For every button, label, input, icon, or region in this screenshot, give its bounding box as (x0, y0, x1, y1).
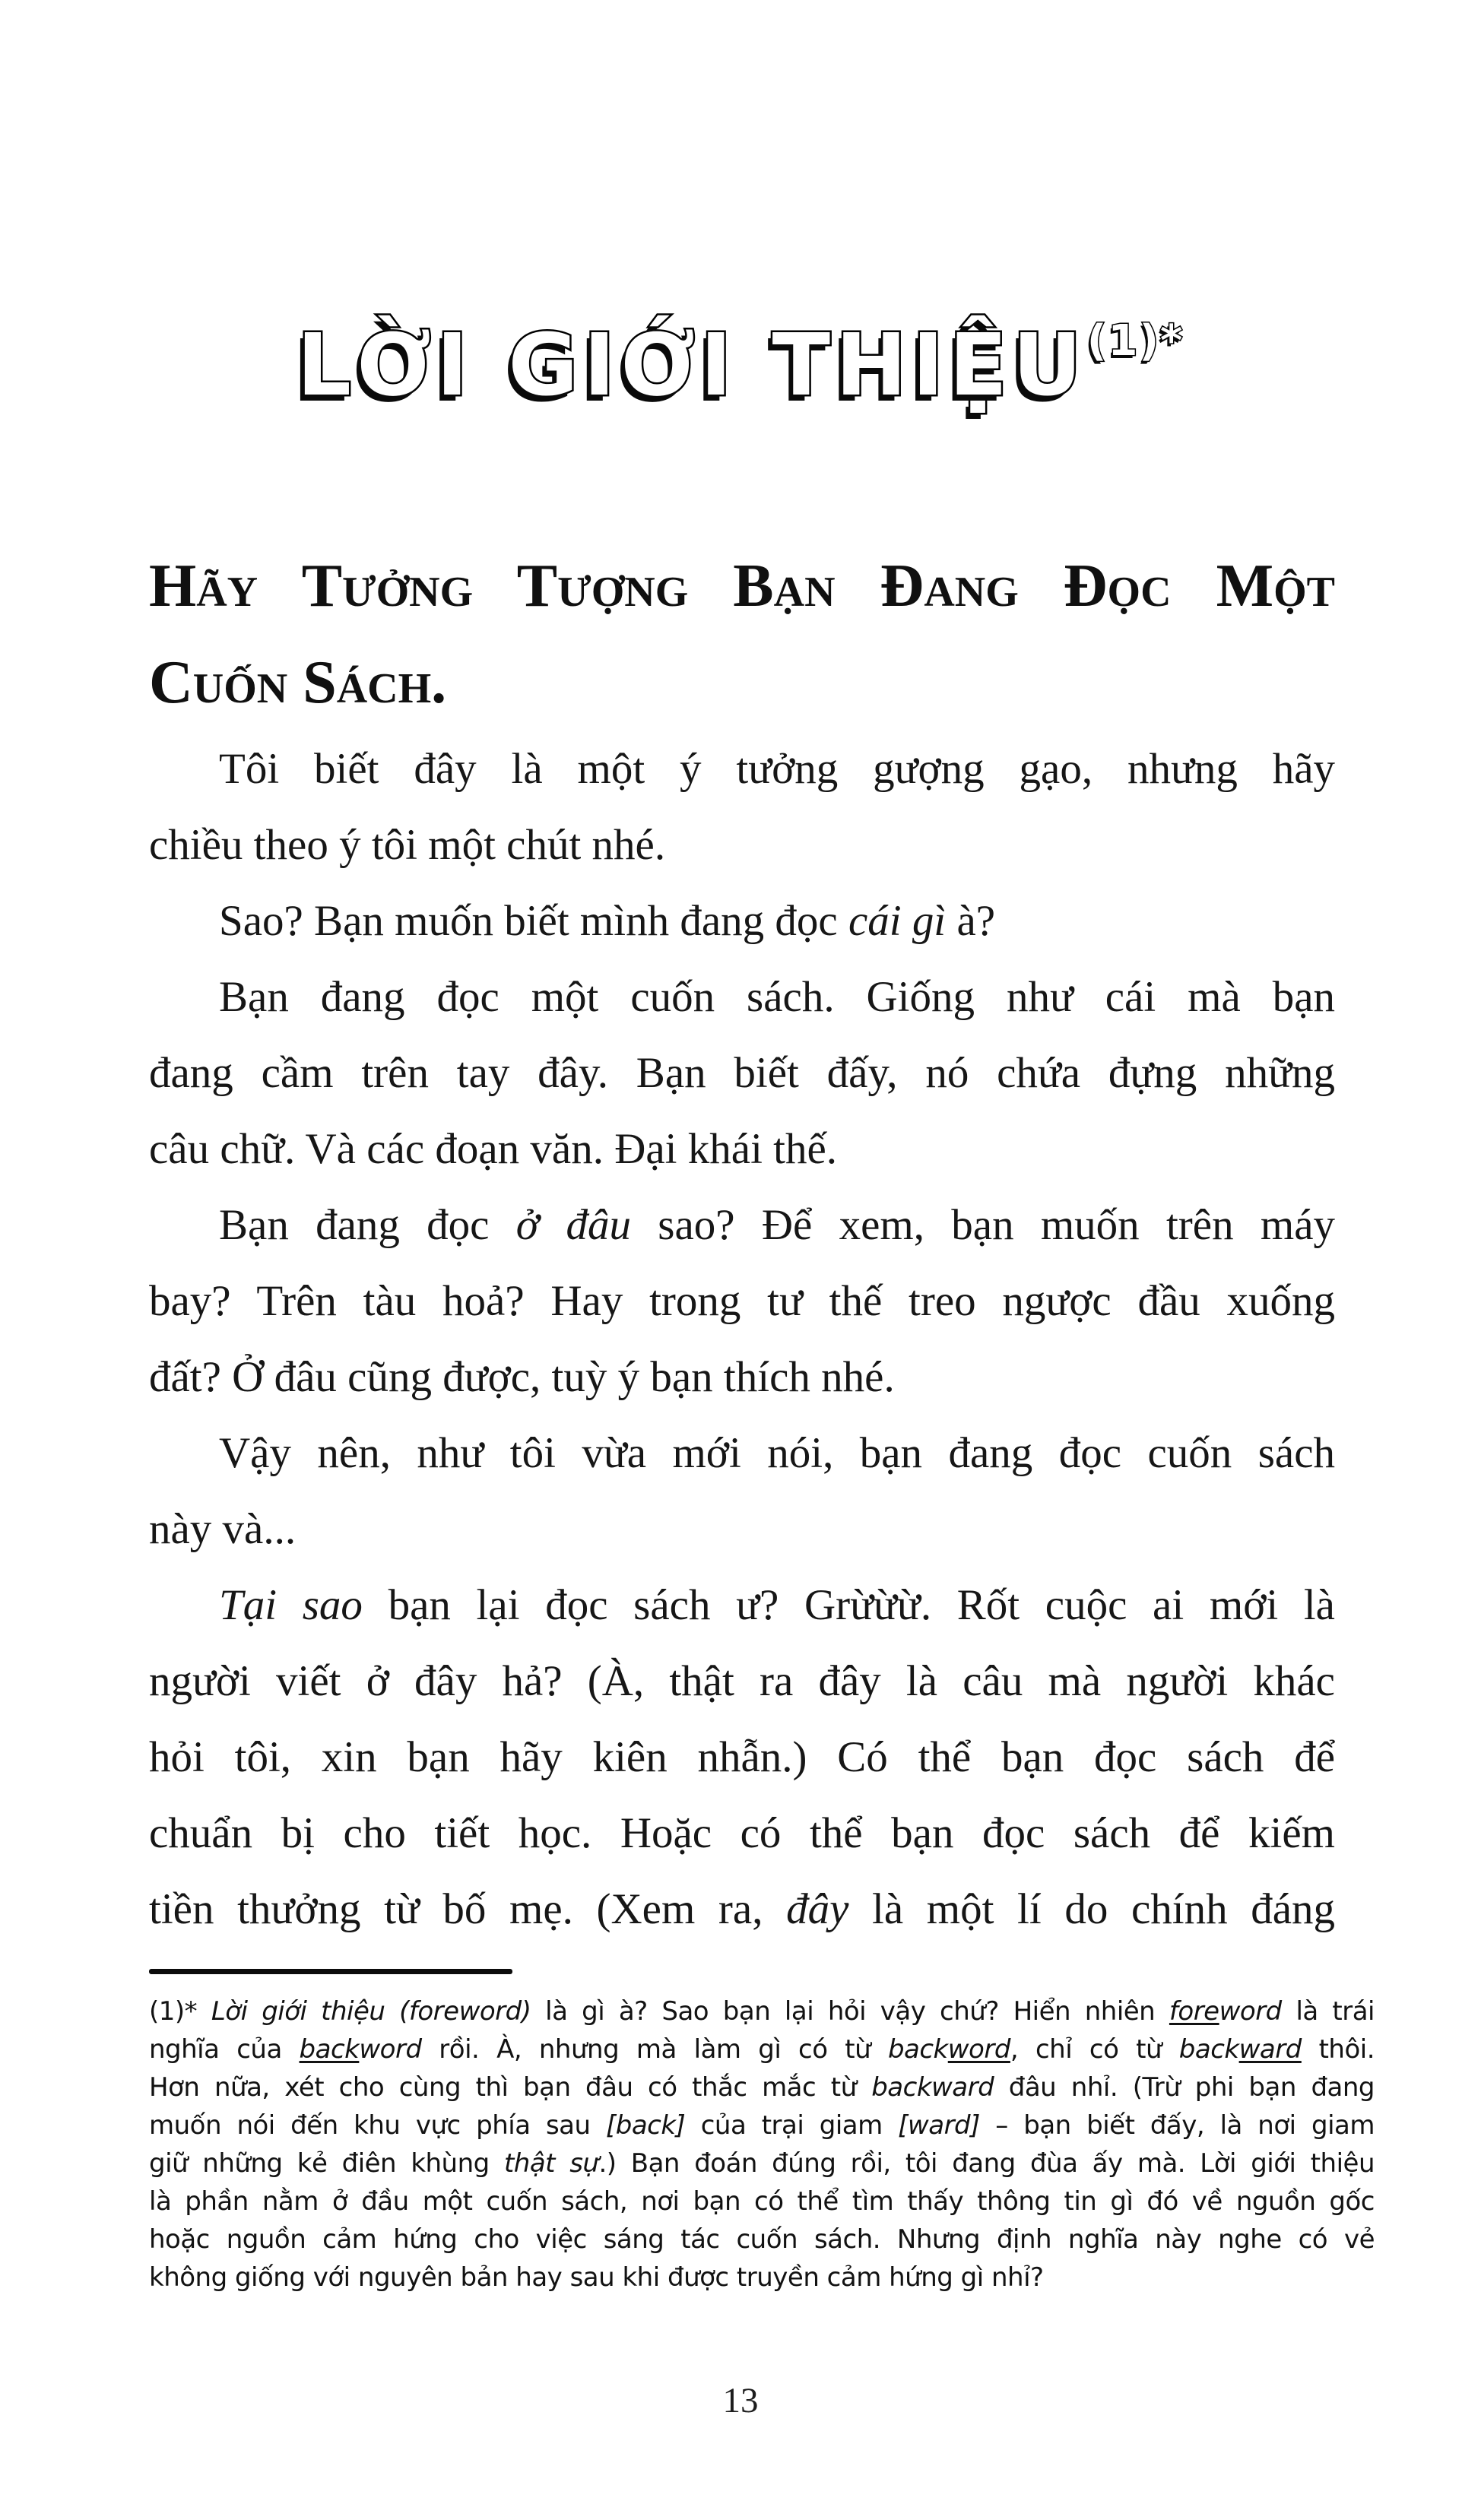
text-line (149, 1111, 1335, 1187)
text-segment: , chỉ có từ (1010, 2034, 1179, 2065)
text-segment: back (887, 2034, 948, 2065)
opening-heading (149, 538, 1335, 731)
paragraph (149, 1567, 1335, 1948)
text-line (149, 1187, 1335, 1263)
text-line (149, 538, 1335, 635)
text-segment: Tôi biết đây là một ý tưởng gượng gạo, nhưng hãy (219, 745, 1335, 793)
page-number: 13 (722, 2381, 759, 2420)
text-segment: là trái (1281, 1996, 1375, 2027)
text-line (149, 731, 1335, 807)
chapter-title (0, 0, 1481, 415)
paragraph (149, 1415, 1335, 1567)
text-line (149, 1415, 1335, 1491)
text-line (149, 2220, 1375, 2258)
text-segment: [back] (605, 2110, 686, 2141)
text-line (149, 1263, 1335, 1339)
text-segment: Hãy Tưởng Tượng Bạn Đang Đọc Một (149, 553, 1335, 620)
text-line (149, 807, 1335, 883)
text-segment: muốn nói đến khu vực phía sau (149, 2110, 606, 2141)
text-segment: word (1219, 1996, 1282, 2027)
text-segment: thật sự (503, 2148, 599, 2179)
chapter-title-text: LỜI GIỚI THIỆU (297, 316, 1087, 415)
text-segment: word (947, 2034, 1010, 2065)
text-segment: Tại sao (219, 1581, 363, 1629)
text-segment: đâu nhỉ. (Trừ phi bạn đang (994, 2072, 1375, 2103)
text-segment: câu chữ. Và các đoạn văn. Đại khái thế. (149, 1125, 838, 1173)
text-segment: là một lí do chính đáng (848, 1885, 1335, 1933)
text-segment: Bạn đang đọc (219, 1201, 516, 1249)
text-line (149, 1339, 1335, 1415)
text-segment: chiều theo ý tôi một chút nhé. (149, 821, 666, 869)
text-segment: đất? Ở đâu cũng được, tuỳ ý bạn thích nhé. (149, 1353, 895, 1401)
body-text (149, 731, 1335, 1948)
page-content (149, 538, 1335, 1948)
text-segment: Cuốn Sách. (149, 649, 447, 716)
text-segment: [ward] (898, 2110, 980, 2141)
text-line (149, 883, 1335, 959)
paragraph (149, 1187, 1335, 1415)
text-segment: – bạn biết đấy, là nơi giam (979, 2110, 1375, 2141)
text-segment: .) Bạn đoán đúng rồi, tôi đang đùa ấy mà. Lời giới thiệu (598, 2148, 1375, 2179)
text-line (149, 2144, 1375, 2182)
text-segment: hoặc nguồn cảm hứng cho việc sáng tác cuốn sách. Nhưng định nghĩa này nghe có vẻ (149, 2224, 1375, 2255)
chapter-title-footnote-marker: (1)* (1086, 316, 1184, 366)
text-line (149, 2106, 1375, 2144)
text-line (149, 1872, 1335, 1948)
text-line (149, 959, 1335, 1035)
text-segment: Vậy nên, như tôi vừa mới nói, bạn đang đọc cuốn sách (219, 1429, 1335, 1477)
text-segment: à? (946, 897, 996, 945)
text-segment: Hơn nữa, xét cho cùng thì bạn đâu có thắc mắc từ (149, 2072, 872, 2103)
text-line (149, 2068, 1375, 2106)
text-segment: back (299, 2034, 360, 2065)
text-line (149, 1796, 1335, 1872)
text-line (149, 1491, 1335, 1567)
footnote-separator-rule (149, 1969, 512, 1974)
text-line (149, 635, 1335, 731)
text-segment: giữ những kẻ điên khùng (149, 2148, 504, 2179)
paragraph (149, 731, 1335, 883)
text-segment: đây (786, 1885, 849, 1933)
text-segment: hỏi tôi, xin bạn hãy kiên nhẫn.) Có thể bạn đọc sách để (149, 1733, 1335, 1781)
text-segment: back (1178, 2034, 1239, 2065)
text-segment: fore (1169, 1996, 1219, 2027)
text-line (149, 2182, 1375, 2220)
text-segment: bạn lại đọc sách ư? Grừừừ. Rốt cuộc ai mới là (362, 1581, 1335, 1629)
paragraph (149, 959, 1335, 1187)
text-segment: ở đâu (515, 1201, 631, 1249)
text-segment: Sao? Bạn muốn biết mình đang đọc (219, 897, 848, 945)
text-segment: rồi. À, nhưng mà làm gì có từ (421, 2034, 888, 2065)
text-segment: bay? Trên tàu hoả? Hay trong tư thế treo ngược đầu xuống (149, 1277, 1335, 1325)
text-segment: word (359, 2034, 422, 2065)
text-segment: người viết ở đây hả? (À, thật ra đây là câu mà người khác (149, 1657, 1335, 1705)
text-line (149, 1720, 1335, 1796)
text-line (149, 1567, 1335, 1644)
text-segment: không giống với nguyên bản hay sau khi được truyền cảm hứng gì nhỉ? (149, 2262, 1044, 2293)
text-segment: backward (871, 2072, 994, 2103)
text-segment: chuẩn bị cho tiết học. Hoặc có thể bạn đọc sách để kiếm (149, 1809, 1335, 1857)
text-segment: ward (1238, 2034, 1302, 2065)
text-segment: đang cầm trên tay đây. Bạn biết đấy, nó chứa đựng những (149, 1049, 1335, 1097)
text-segment: Bạn đang đọc một cuốn sách. Giống như cái mà bạn (219, 973, 1335, 1021)
text-segment: nghĩa của (149, 2034, 300, 2065)
text-line (149, 1992, 1375, 2030)
text-segment: sao? Để xem, bạn muốn trên máy (631, 1201, 1336, 1249)
text-segment: là gì à? Sao bạn lại hỏi vậy chứ? Hiển nhiên (531, 1996, 1169, 2027)
text-segment: tiền thưởng từ bố mẹ. (Xem ra, (149, 1885, 787, 1933)
text-segment: cái gì (848, 897, 947, 945)
text-segment: là phần nằm ở đầu một cuốn sách, nơi bạn có thể tìm thấy thông tin gì đó về nguồn gốc (149, 2186, 1375, 2217)
text-segment: này và... (149, 1505, 297, 1553)
text-line (149, 1644, 1335, 1720)
text-segment: Lời giới thiệu (foreword) (211, 1996, 531, 2027)
text-segment: (1)* (149, 1996, 211, 2027)
text-line (149, 1035, 1335, 1111)
footnote (149, 1992, 1375, 2297)
paragraph (149, 883, 1335, 959)
text-line (149, 2030, 1375, 2068)
text-line (149, 2258, 1375, 2297)
text-segment: của trại giam (685, 2110, 899, 2141)
text-segment: thôi. (1301, 2034, 1375, 2065)
